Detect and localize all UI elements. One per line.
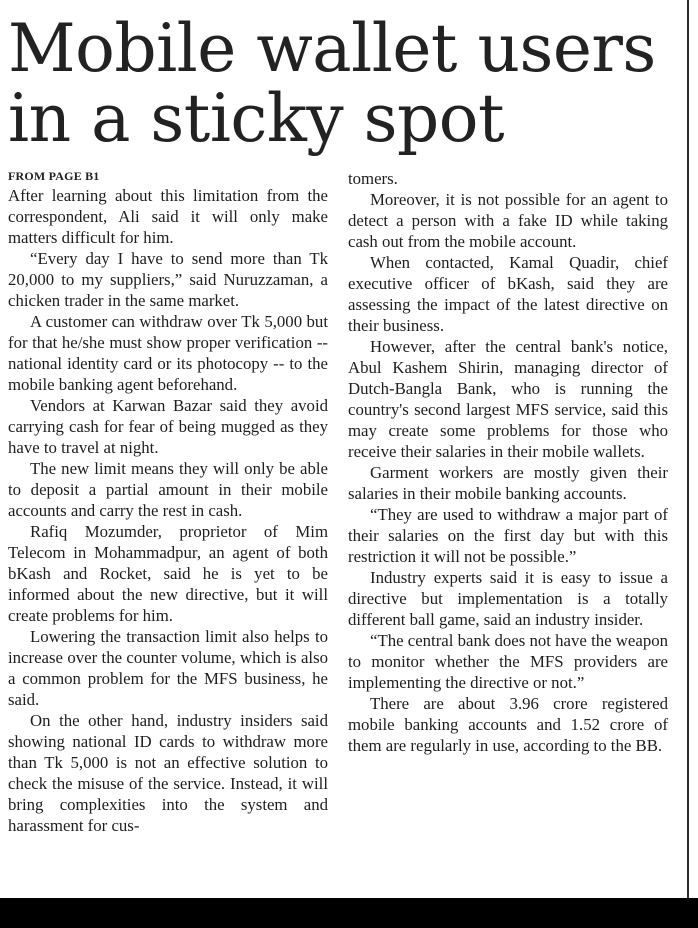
paragraph: After learning about this limitation from the correspondent, Ali said it will only make matters difficult for him. [8,186,328,247]
paragraph: A customer can withdraw over Tk 5,000 but for that he/she must show proper verification -- national identity card or its photocopy -- to the mobile banking agent beforehand. [8,312,328,394]
scan-border [0,898,698,928]
paragraph: Moreover, it is not possible for an agent to detect a person with a fake ID while taking cash out from the mobile account. [348,190,668,251]
paragraph: “The central bank does not have the weapon to monitor whether the MFS providers are implementing the directive or not.” [348,631,668,692]
paragraph: Rafiq Mozumder, proprietor of Mim Telecom in Mohammadpur, an agent of both bKash and Rocket, said he is yet to be informed about the new directive, but it will create problems for him. [8,522,328,625]
article-column-left [8,185,328,836]
paragraph: Vendors at Karwan Bazar said they avoid carrying cash for fear of being mugged as they have to travel at night. [8,396,328,457]
column-rule [687,0,689,898]
paragraph: Lowering the transaction limit also helps to increase over the counter volume, which is also a common problem for the MFS business, he said. [8,627,328,709]
paragraph: tomers. [348,169,398,188]
headline [8,10,668,157]
headline-line-2: in a sticky spot [8,80,505,157]
headline-line-1: Mobile wallet users [8,10,656,87]
paragraph: “Every day I have to send more than Tk 20,000 to my suppliers,” said Nuruzzaman, a chicken trader in the same market. [8,249,328,310]
continued-from-label: FROM PAGE B1 [8,169,100,183]
paragraph: Industry experts said it is easy to issue a directive but implementation is a totally different ball game, said an industry insider. [348,568,668,629]
paragraph: When contacted, Kamal Quadir, chief executive officer of bKash, said they are assessing the impact of the latest directive on their business. [348,253,668,335]
paragraph: “They are used to withdraw a major part of their salaries on the first day but with this restriction it will not be possible.” [348,505,668,566]
paragraph: There are about 3.96 crore registered mobile banking accounts and 1.52 crore of them are regularly in use, according to the BB. [348,694,668,755]
paragraph: On the other hand, industry insiders said showing national ID cards to withdraw more than Tk 5,000 is not an effective solution to check the misuse of the service. Instead, it will bring complexities into the system and harassment for cus- [8,711,328,835]
paragraph: Garment workers are mostly given their salaries in their mobile banking accounts. [348,463,668,503]
article-column-right [348,168,668,756]
paragraph: The new limit means they will only be able to deposit a partial amount in their mobile accounts and carry the rest in cash. [8,459,328,520]
paragraph: However, after the central bank's notice, Abul Kashem Shirin, managing director of Dutch-Bangla Bank, who is running the country's second largest MFS service, said this may create some problems for those who receive their salaries in their mobile wallets. [348,337,668,461]
